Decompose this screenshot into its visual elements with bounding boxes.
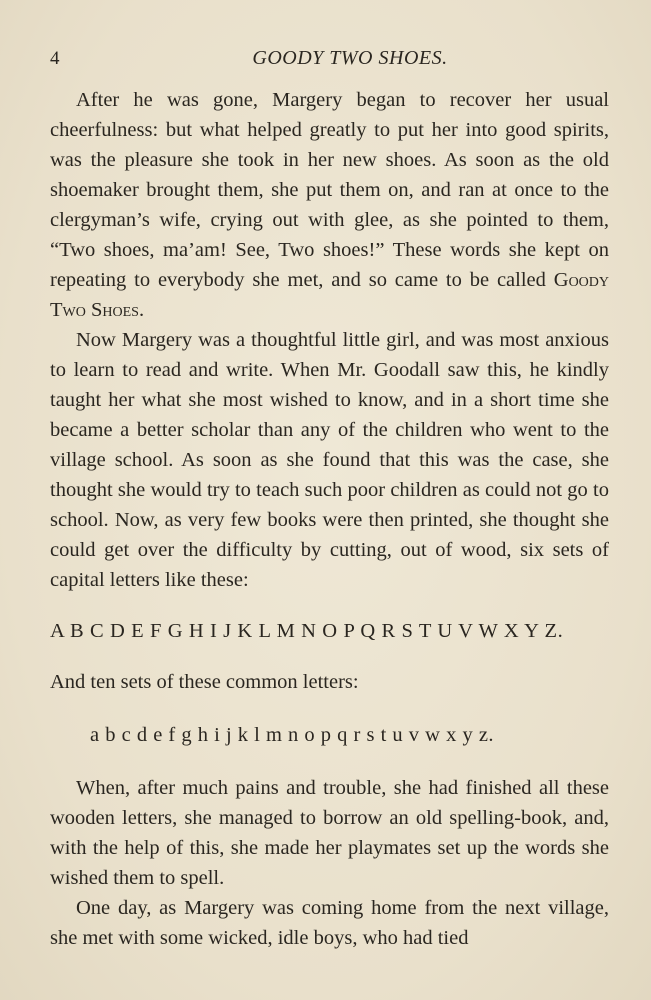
page-number: 4 [50, 48, 60, 69]
paragraph-1 [50, 85, 609, 325]
lowercase-letters-line: a b c d e f g h i j k l m n o p q r s t u v w x y z. [90, 724, 495, 746]
paragraph-4: One day, as Margery was coming home from the next village, she met with some wicked, idle boys, who had tied [50, 897, 609, 949]
page-body [50, 85, 609, 953]
common-letters-intro: And ten sets of these common letters: [50, 671, 359, 693]
paragraph-1-end: . [138, 299, 145, 321]
running-title: GOODY TWO SHOES. [252, 47, 448, 69]
paragraph-2: Now Margery was a thoughtful little girl, and was most anxious to learn to read and write. When Mr. Goodall saw this, he kindly taught her what she most wished to know, and in a short time she became a better scholar than any of the children who went to the village school. As soon as she found that this was the case, she thought she would try to teach such poor children as could not go to school. Now, as very few books were then printed, she thought she could get over the difficulty by cutting, out of wood, six sets of capital letters like these: [50, 329, 609, 591]
page-header [50, 46, 610, 76]
paragraph-3: When, after much pains and trouble, she had finished all these wooden letters, she managed to borrow an old spelling-book, and, with the help of this, she made her playmates set up the words she wished them to spell. [50, 777, 609, 889]
capital-letters-line: A B C D E F G H I J K L M N O P Q R S T U V W X Y Z. [50, 620, 564, 642]
goody-two-shoes-name: Goody Two Shoes [50, 269, 610, 321]
paragraph-1-text: After he was gone, Margery began to recover her usual cheerfulness: but what helped greatly to put her into good spirits, was the pleasure she took in her new shoes. As soon as the old shoemaker brought them, she put them on, and ran at once to the clergyman’s wife, crying out with glee, as she pointed to them, “Two shoes, ma’am! See, Two shoes!” These words she kept on repeating to everybody she met, and so came to be called [50, 89, 609, 291]
